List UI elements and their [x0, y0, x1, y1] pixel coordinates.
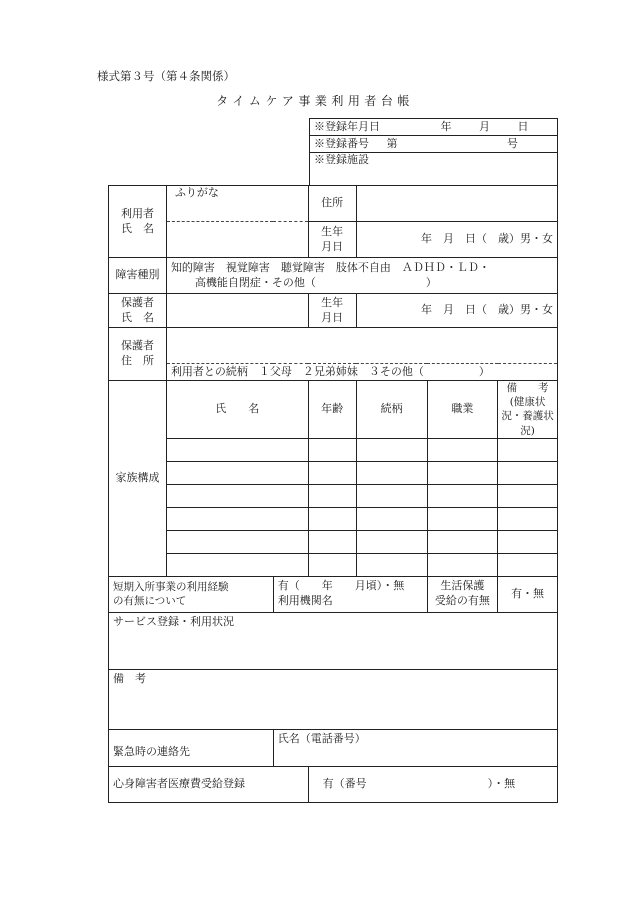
family-remarks-cell[interactable] — [498, 484, 558, 507]
family-occupation-cell[interactable] — [427, 438, 498, 461]
family-row — [109, 461, 558, 484]
family-age-cell[interactable] — [308, 461, 356, 484]
family-col-occupation: 職業 — [427, 381, 498, 439]
family-remarks-cell[interactable] — [498, 507, 558, 530]
remarks-label: 備 考 — [113, 671, 146, 685]
service-row — [109, 612, 558, 669]
family-age-cell[interactable] — [308, 507, 356, 530]
furigana-label: ふりがな — [174, 186, 219, 199]
user-ledger-table — [108, 185, 558, 803]
family-relation-cell[interactable] — [356, 553, 427, 576]
family-occupation-cell[interactable] — [427, 461, 498, 484]
emergency-contact-field[interactable] — [273, 729, 557, 766]
service-field[interactable] — [109, 612, 558, 669]
family-age-cell[interactable] — [308, 484, 356, 507]
welfare-label — [427, 576, 498, 612]
guardian-address-field[interactable] — [166, 328, 557, 364]
medical-label: 心身障害者医療費受給登録 — [109, 766, 309, 802]
short-stay-row — [109, 576, 558, 612]
family-relation-cell[interactable] — [356, 461, 427, 484]
guardian-name-row — [109, 294, 558, 328]
registration-number-cell[interactable] — [310, 136, 558, 153]
guardian-address-label-line1: 保護者 — [120, 339, 154, 353]
short-stay-label-line1: 短期入所事業の利用経験 — [113, 581, 229, 594]
disability-options[interactable] — [166, 258, 557, 294]
guardian-address-row — [109, 328, 558, 364]
family-name-cell[interactable] — [166, 438, 308, 461]
user-birth-label-line2: 月日 — [321, 239, 344, 253]
user-birth-field[interactable] — [356, 222, 557, 258]
registration-number-row — [310, 136, 558, 153]
medical-field[interactable] — [308, 766, 557, 802]
emergency-row — [109, 729, 558, 766]
user-row-2 — [109, 222, 558, 258]
registration-date-cell[interactable] — [310, 119, 558, 136]
user-label-line2: 氏 名 — [120, 221, 154, 235]
family-col-age: 年齢 — [308, 381, 356, 439]
family-occupation-cell[interactable] — [427, 484, 498, 507]
guardian-birth-label-line2: 月日 — [321, 310, 344, 324]
user-birth-label-line1: 生年 — [321, 224, 344, 238]
family-header-row — [109, 381, 558, 439]
guardian-relation-text: 利用者との続柄 １父母 ２兄弟姉妹 ３その他（ ） — [170, 364, 490, 378]
user-row-1 — [109, 186, 558, 222]
user-label-line1: 利用者 — [120, 206, 154, 220]
family-relation-cell[interactable] — [356, 438, 427, 461]
emergency-name-label: 氏名（電話番号） — [277, 731, 366, 745]
guardian-birth-value: 年 月 日（ 歳）男・女 — [421, 303, 553, 317]
user-address-label: 住所 — [308, 186, 356, 222]
guardian-relation-row — [109, 364, 558, 381]
guardian-birth-label — [308, 294, 356, 328]
registration-facility-label: ※登録施設 — [314, 153, 369, 166]
disability-options-line1: 知的障害 視覚障害 聴覚障害 肢体不自由 ＡＤＨＤ・ＬＤ・ — [170, 260, 490, 274]
form-number: 様式第３号（第４条関係） — [97, 69, 235, 83]
family-remarks-line1: 備 考 — [506, 382, 549, 394]
registration-date-row — [310, 119, 558, 136]
guardian-relation-field[interactable] — [166, 364, 557, 381]
guardian-address-label-line2: 住 所 — [120, 354, 154, 367]
family-remarks-cell[interactable] — [498, 438, 558, 461]
family-name-cell[interactable] — [166, 530, 308, 553]
family-relation-cell[interactable] — [356, 530, 427, 553]
family-col-relation: 続柄 — [356, 381, 427, 439]
family-occupation-cell[interactable] — [427, 553, 498, 576]
family-occupation-cell[interactable] — [427, 530, 498, 553]
medical-row — [109, 766, 558, 802]
registration-facility-row — [310, 153, 558, 186]
family-relation-cell[interactable] — [356, 484, 427, 507]
furigana-field[interactable] — [166, 186, 308, 222]
welfare-label-line2: 受給の有無 — [434, 594, 490, 608]
family-row — [109, 438, 558, 461]
guardian-name-field[interactable] — [166, 294, 308, 328]
registration-day: 日 — [517, 119, 529, 133]
family-remarks-cell[interactable] — [498, 461, 558, 484]
family-remarks-line2: (健康状況・養護状況) — [501, 396, 554, 437]
user-address-field[interactable] — [356, 186, 557, 222]
family-row — [109, 530, 558, 553]
service-label: サービス登録・利用状況 — [113, 614, 234, 628]
family-occupation-cell[interactable] — [427, 507, 498, 530]
family-label: 家族構成 — [109, 381, 167, 577]
family-col-name: 氏 名 — [166, 381, 308, 439]
family-name-cell[interactable] — [166, 507, 308, 530]
short-stay-institution-label: 利用機関名 — [277, 594, 333, 608]
guardian-birth-field[interactable] — [356, 294, 557, 328]
guardian-address-label — [109, 328, 167, 381]
remarks-row — [109, 669, 558, 729]
registration-facility-cell[interactable] — [310, 153, 558, 186]
registration-number-label: ※登録番号 — [314, 136, 369, 150]
family-age-cell[interactable] — [308, 438, 356, 461]
emergency-label: 緊急時の連絡先 — [109, 729, 274, 766]
disability-options-line2: 高機能自閉症・その他（ ） — [194, 275, 437, 289]
medical-value: 有（番号 ）・無 — [322, 776, 516, 790]
user-birth-value: 年 月 日（ 歳）男・女 — [421, 232, 553, 246]
family-row — [109, 484, 558, 507]
page-title: タイムケア事業利用者台帳 — [216, 94, 414, 108]
family-remarks-cell[interactable] — [498, 553, 558, 576]
user-name-label — [109, 186, 167, 258]
short-stay-field[interactable] — [273, 576, 427, 612]
registration-date-label: ※登録年月日 — [314, 119, 380, 133]
guardian-label-line2: 氏 名 — [120, 310, 154, 324]
welfare-value[interactable]: 有・無 — [498, 576, 558, 612]
family-row — [109, 553, 558, 576]
family-age-cell[interactable] — [308, 553, 356, 576]
registration-table — [309, 118, 558, 186]
family-col-remarks — [498, 381, 558, 439]
family-remarks-cell[interactable] — [498, 530, 558, 553]
guardian-birth-label-line1: 生年 — [321, 295, 344, 309]
guardian-label-line1: 保護者 — [120, 295, 154, 309]
family-name-cell[interactable] — [166, 553, 308, 576]
welfare-label-line1: 生活保護 — [440, 579, 485, 593]
user-birth-label — [308, 222, 356, 258]
family-name-cell[interactable] — [166, 484, 308, 507]
registration-month: 月 — [479, 119, 490, 133]
family-name-cell[interactable] — [166, 461, 308, 484]
registration-number-suffix: 号 — [507, 136, 518, 150]
registration-year: 年 — [440, 119, 452, 133]
family-row — [109, 507, 558, 530]
family-age-cell[interactable] — [308, 530, 356, 553]
registration-number-prefix: 第 — [386, 136, 398, 150]
family-relation-cell[interactable] — [356, 507, 427, 530]
disability-label: 障害種別 — [109, 258, 167, 294]
short-stay-value-line1: 有（ 年 月頃）・無 — [277, 579, 405, 593]
guardian-name-label — [109, 294, 167, 328]
user-name-field[interactable] — [166, 222, 308, 258]
short-stay-label — [109, 576, 274, 612]
short-stay-label-line2: の有無について — [113, 595, 187, 608]
disability-row — [109, 258, 558, 294]
remarks-field[interactable] — [109, 669, 558, 729]
